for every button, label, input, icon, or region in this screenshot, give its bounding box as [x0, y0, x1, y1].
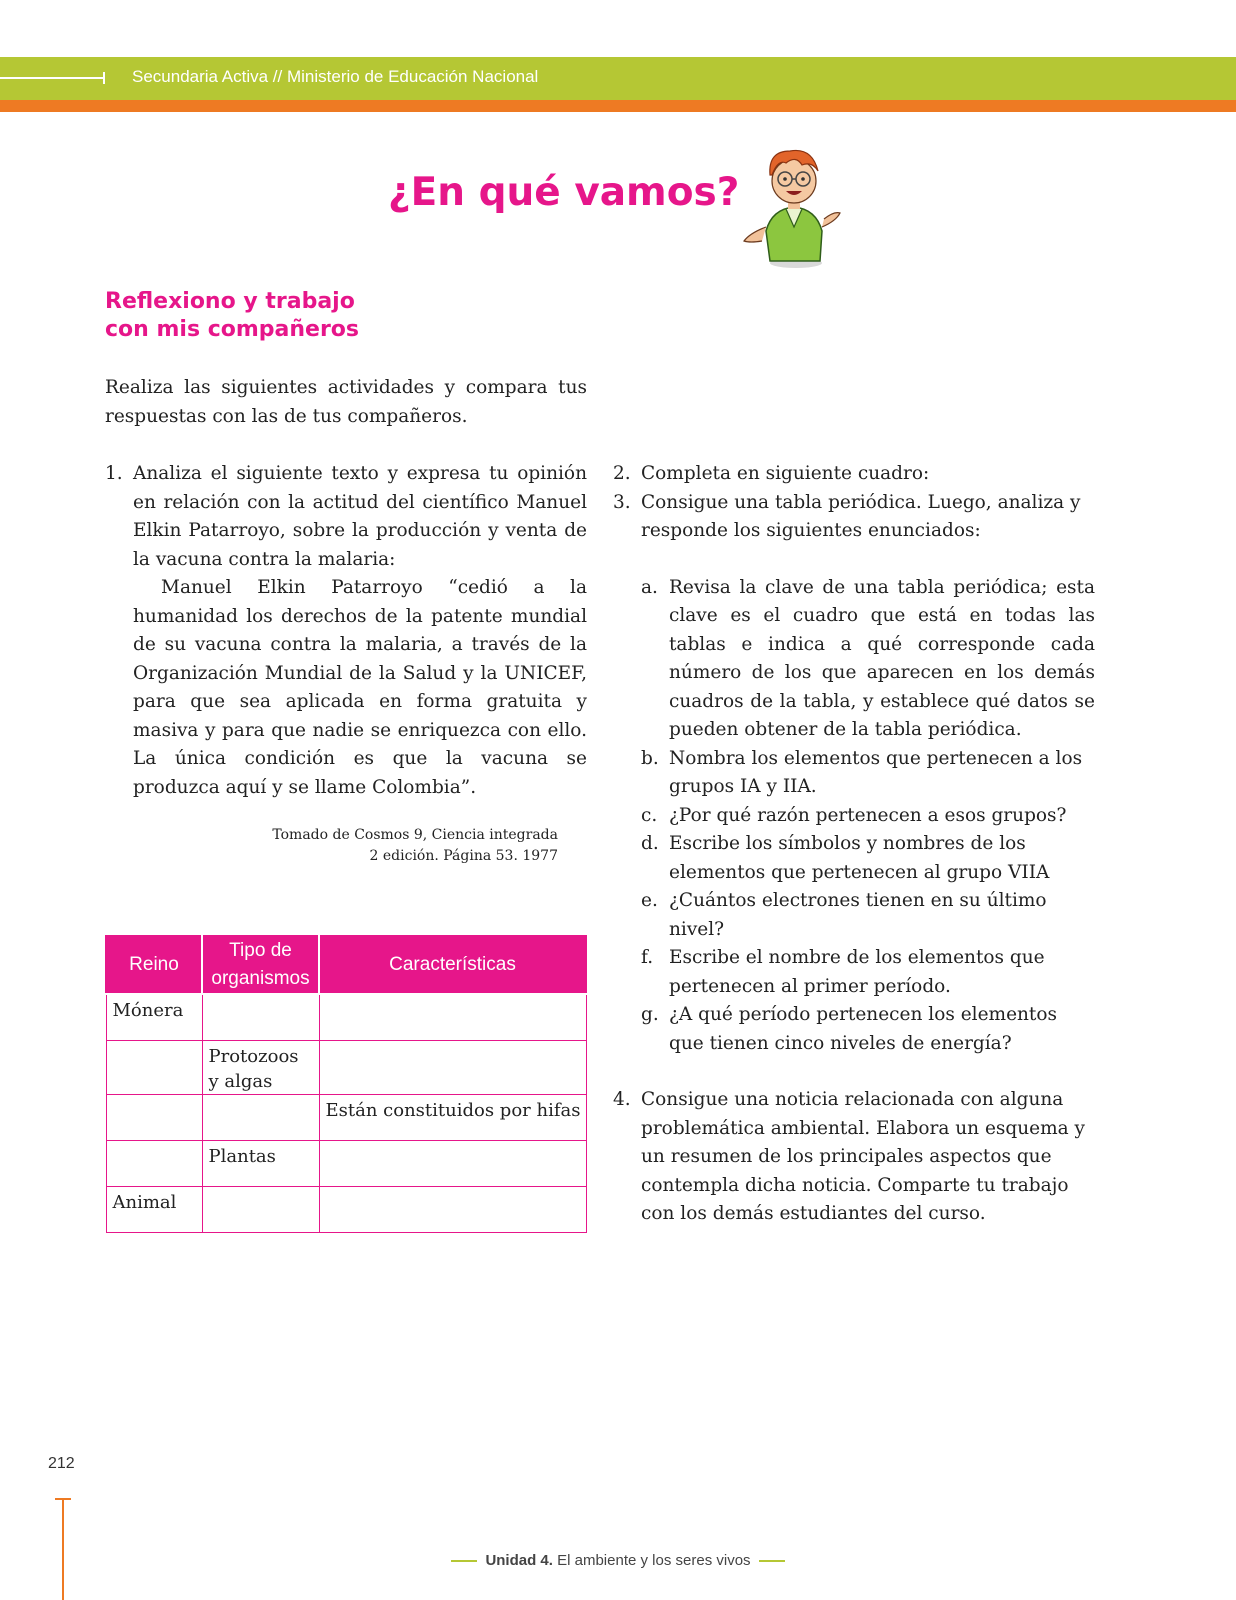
list-item: [105, 460, 587, 802]
sub-item-text: Escribe los símbolos y nombres de los elementos que pertenecen al grupo VIIA: [669, 833, 1050, 883]
sub-item-text: ¿Cuántos electrones tienen en su último nivel?: [669, 890, 1047, 940]
item-text: Completa en siguiente cuadro:: [641, 463, 930, 484]
table-cell: [319, 1187, 586, 1233]
source-line: Tomado de Cosmos 9, Ciencia integrada: [272, 827, 558, 843]
item-text: Consigue una tabla periódica. Luego, analiza y responde los siguientes enunciados:: [641, 491, 1081, 541]
footer-title: El ambiente y los seres vivos: [557, 1552, 751, 1569]
sub-item-letter: b.: [641, 747, 659, 769]
table-cell: Protozoos y algas: [202, 1041, 319, 1095]
section-title-line2: con mis compañeros: [105, 317, 360, 342]
right-column: [613, 460, 1095, 1229]
item-text: Analiza el siguiente texto y expresa tu opinión en relación con la actitud del científico Manuel Elkin Patarroyo, sobre la producción y venta de la vacuna contra la malaria:: [133, 463, 587, 570]
sub-item-text: Revisa la clave de una tabla periódica; esta clave es el cuadro que está en todas las tablas e indica a qué corresponde cada número de los que aparecen en los demás cuadros de la tabla, y establece qué datos se pueden obtener de la tabla periódica.: [669, 576, 1095, 740]
footer: [0, 1552, 1236, 1569]
sub-item: [641, 574, 1095, 745]
table-cell: [202, 1187, 319, 1233]
table-cell: [319, 994, 586, 1041]
table-row: [106, 1095, 586, 1141]
student-character-illustration: [742, 145, 842, 270]
item-number: 2.: [613, 463, 631, 484]
page-number: 212: [48, 1455, 75, 1472]
sub-item-text: Nombra los elementos que pertenecen a los grupos IA y IIA.: [669, 747, 1083, 797]
left-column: [105, 460, 587, 802]
sub-item-text: ¿Por qué razón pertenecen a esos grupos?: [669, 804, 1067, 826]
sub-item: [641, 830, 1095, 887]
sub-item-text: Escribe el nombre de los elementos que pertenecen al primer período.: [669, 947, 1045, 997]
sub-item-text: ¿A qué período pertenecen los elementos que tienen cinco niveles de energía?: [669, 1004, 1057, 1054]
table-header: Tipo de organismos: [202, 936, 319, 994]
item-number: 3.: [613, 491, 631, 513]
header-bar: [0, 57, 1236, 100]
footer-bar: [451, 1560, 477, 1562]
source-line: 2 edición. Página 53. 1977: [369, 848, 558, 864]
table-cell: [106, 1141, 202, 1187]
sub-item: [641, 1001, 1095, 1058]
table-cell: Plantas: [202, 1141, 319, 1187]
quote-text: Manuel Elkin Patarroyo “cedió a la humanidad los derechos de la patente mundial de su vacuna contra la malaria, a través de la Organización Mundial de la Salud y la UNICEF, para que sea aplicada en forma gratuita y masiva y para que nadie se enriquezca con ello. La única condición es que la vacuna se produzca aquí y se llame Colombia”.: [133, 577, 587, 798]
section-title: [105, 288, 359, 344]
header-tick: [103, 72, 105, 84]
sub-item-letter: g.: [641, 1004, 659, 1025]
header-text: Secundaria Activa // Ministerio de Educación Nacional: [132, 67, 539, 86]
footer-unit: Unidad 4.: [485, 1552, 553, 1569]
table-cell: Mónera: [106, 994, 202, 1041]
table-cell: [319, 1141, 586, 1187]
item-number: 1.: [105, 463, 123, 484]
table-row: [106, 1041, 586, 1095]
table-row: [106, 1141, 586, 1187]
table-cell: Están constituidos por hifas: [319, 1095, 586, 1141]
table-row: [106, 994, 586, 1041]
header-line: [0, 77, 103, 79]
sub-item-letter: f.: [641, 947, 654, 968]
header-orange-stripe: [0, 100, 1236, 112]
list-item: [613, 460, 1095, 489]
kingdom-table: [105, 935, 587, 1233]
quote-source: [240, 825, 558, 867]
item-number: 4.: [613, 1089, 631, 1110]
table-cell: [319, 1041, 586, 1095]
sub-item: [641, 802, 1095, 831]
intro-text: Realiza las siguientes actividades y compara tus respuestas con las de tus compañeros.: [105, 377, 587, 427]
table-header: Características: [319, 936, 586, 994]
section-title-line1: Reflexiono y trabajo: [105, 289, 355, 314]
sub-item: [641, 944, 1095, 1001]
table-row: [106, 1187, 586, 1233]
margin-tick: [55, 1498, 71, 1500]
list-item: [613, 1086, 1095, 1229]
table-cell: [106, 1095, 202, 1141]
table-cell: Animal: [106, 1187, 202, 1233]
sub-item-letter: e.: [641, 890, 658, 911]
table-cell: [202, 994, 319, 1041]
sub-item: [641, 887, 1095, 944]
table-header: Reino: [106, 936, 202, 994]
footer-bar: [759, 1560, 785, 1562]
table-cell: [106, 1041, 202, 1095]
sub-item-letter: c.: [641, 804, 658, 826]
page-title: ¿En qué vamos?: [388, 170, 740, 215]
table-cell: [202, 1095, 319, 1141]
list-item: [613, 489, 1095, 1059]
item-text: Consigue una noticia relacionada con alguna problemática ambiental. Elabora un esquema y un resumen de los principales aspectos que contempla dicha noticia. Comparte tu trabajo con los demás estudiantes del curso.: [641, 1089, 1086, 1224]
margin-line: [62, 1498, 64, 1600]
sub-item: [641, 745, 1095, 802]
sub-item-letter: a.: [641, 576, 658, 598]
sub-item-letter: d.: [641, 833, 659, 854]
